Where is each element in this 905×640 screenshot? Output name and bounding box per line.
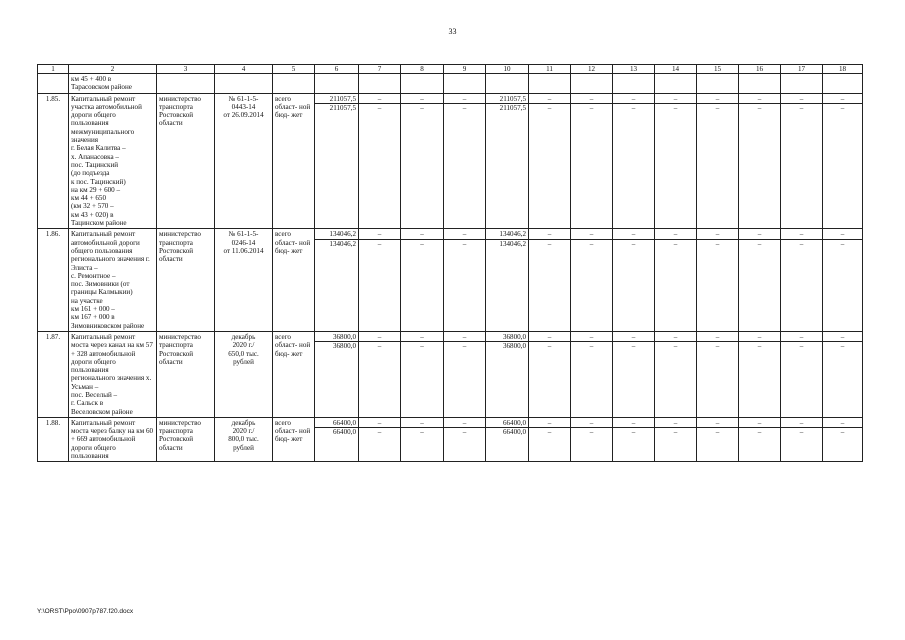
executor: министерство транспорта Ростовской области <box>157 331 215 417</box>
empty-cell <box>486 74 529 94</box>
empty-cell <box>655 74 697 94</box>
amount-regional-budget: 66400,0 <box>486 427 528 436</box>
empty-cell <box>359 74 401 94</box>
amount-total: 66400,0 <box>332 418 356 427</box>
page-number: 33 <box>448 27 457 36</box>
column-number-header: 1 <box>38 65 69 74</box>
amount-cell-col12 <box>571 331 613 417</box>
source-total-label: всего <box>275 418 291 427</box>
amount-total: – <box>631 332 636 341</box>
amount-cell-col18 <box>823 93 863 229</box>
amount-total: – <box>715 332 720 341</box>
column-number-header: 14 <box>655 65 697 74</box>
row-number: 1.86. <box>38 229 69 332</box>
amount-total: – <box>673 230 678 239</box>
amount-total: – <box>420 332 424 341</box>
source-total-label: всего <box>275 332 291 341</box>
amount-regional-budget: – <box>359 103 400 112</box>
amount-cell-col16 <box>739 417 781 461</box>
amount-cell-col13 <box>613 331 655 417</box>
row-number: 1.85. <box>38 93 69 229</box>
source-regional-budget-label: област- ной бюд- жет <box>275 427 311 444</box>
amount-regional-budget: – <box>655 239 696 248</box>
source-regional-budget-label: област- ной бюд- жет <box>275 102 311 120</box>
amount-regional-budget: – <box>655 341 696 350</box>
amount-regional-budget: – <box>401 427 443 436</box>
amount-regional-budget: – <box>613 103 654 112</box>
amount-total: – <box>673 332 678 341</box>
amount-regional-budget: – <box>359 341 400 350</box>
object-name: Капитальный ремонт участка автомобильной дороги общего пользования межмуниципального значения г. Белая Калитва – х. Апанасовка – пос. Тацинский (до подъезда к пос. Тацинский) на км 29 + 600 – км 44 + 650 (км 32 + 570 – км 43 + 020) в Тацинском районе <box>69 93 157 229</box>
column-number-header: 18 <box>823 65 863 74</box>
table-row-continuation <box>38 74 863 94</box>
amount-total: 211057,5 <box>329 94 356 103</box>
amount-cell-col11 <box>529 417 571 461</box>
amount-regional-budget: 211057,5 <box>315 103 358 112</box>
amount-regional-budget: – <box>529 341 570 350</box>
amount-cell-col8 <box>401 93 444 229</box>
column-number-header: 9 <box>444 65 486 74</box>
amount-total: – <box>420 418 424 427</box>
column-number-header: 6 <box>315 65 359 74</box>
amount-regional-budget: – <box>697 239 738 248</box>
object-name: Капитальный ремонт моста через балку на км 60 + 669 автомобильной дороги общего пользования <box>69 417 157 461</box>
amount-total: – <box>589 332 594 341</box>
amount-total: – <box>715 418 720 427</box>
amount-total: – <box>547 418 552 427</box>
amount-regional-budget: – <box>571 427 612 436</box>
amount-regional-budget: – <box>781 239 822 248</box>
amount-cell-col6 <box>315 93 359 229</box>
amount-total: – <box>631 418 636 427</box>
amount-cell-col17 <box>781 417 823 461</box>
amount-total: – <box>673 94 678 103</box>
amount-total: – <box>377 418 382 427</box>
amount-regional-budget: – <box>444 341 485 350</box>
amount-cell-col11 <box>529 229 571 332</box>
column-number-header: 10 <box>486 65 529 74</box>
amount-total: – <box>840 418 845 427</box>
amount-total: 211057,5 <box>499 94 526 103</box>
empty-cell <box>38 74 69 94</box>
amount-cell-col18 <box>823 331 863 417</box>
amount-total: – <box>462 332 467 341</box>
amount-regional-budget: – <box>571 239 612 248</box>
amount-cell-col12 <box>571 417 613 461</box>
amount-regional-budget: 36800,0 <box>315 341 358 350</box>
amount-regional-budget: – <box>359 239 400 248</box>
amount-cell-col16 <box>739 331 781 417</box>
amount-total: – <box>547 230 552 239</box>
object-name: Капитальный ремонт автомобильной дороги общего пользования регионального значения г. Элиста – с. Ремонтное – пос. Зимовники (от границы Калмыкии) на участке км 161 + 000 – км 167 + 000 в Зимовниковском районе <box>69 229 157 332</box>
amount-regional-budget: – <box>444 427 485 436</box>
program-table <box>37 64 863 462</box>
amount-cell-col16 <box>739 229 781 332</box>
funding-source <box>273 417 315 461</box>
amount-cell-col9 <box>444 417 486 461</box>
amount-regional-budget: – <box>739 341 780 350</box>
amount-cell-col13 <box>613 229 655 332</box>
amount-regional-budget: 211057,5 <box>486 103 528 112</box>
amount-regional-budget: – <box>697 103 738 112</box>
column-number-header: 13 <box>613 65 655 74</box>
column-number-header: 11 <box>529 65 571 74</box>
amount-regional-budget: – <box>823 103 862 112</box>
document-reference: № 61-1-5- 0443-14 от 26.09.2014 <box>215 93 273 229</box>
empty-cell <box>739 74 781 94</box>
amount-cell-col14 <box>655 331 697 417</box>
amount-regional-budget: 134046,2 <box>486 239 528 248</box>
amount-cell-col10 <box>486 229 529 332</box>
empty-cell <box>157 74 215 94</box>
amount-regional-budget: – <box>613 239 654 248</box>
empty-cell <box>215 74 273 94</box>
column-number-header: 4 <box>215 65 273 74</box>
amount-cell-col6 <box>315 331 359 417</box>
amount-regional-budget: – <box>781 103 822 112</box>
amount-total: – <box>420 230 424 239</box>
empty-cell <box>315 74 359 94</box>
amount-regional-budget: – <box>444 239 485 248</box>
amount-regional-budget: – <box>739 103 780 112</box>
amount-total: – <box>715 94 720 103</box>
amount-regional-budget: – <box>781 427 822 436</box>
amount-regional-budget: 134046,2 <box>315 239 358 248</box>
amount-cell-col18 <box>823 229 863 332</box>
empty-cell <box>781 74 823 94</box>
column-number-header: 8 <box>401 65 444 74</box>
funding-source <box>273 331 315 417</box>
column-number-header: 12 <box>571 65 613 74</box>
object-name: Капитальный ремонт моста через канал на км 57 + 328 автомобильной дороги общего пользования регионального значения х. Усьман – пос. Веселый – г. Сальск в Веселовском районе <box>69 331 157 417</box>
amount-regional-budget: – <box>401 341 443 350</box>
amount-total: – <box>799 94 804 103</box>
amount-total: 66400,0 <box>502 418 526 427</box>
empty-cell <box>613 74 655 94</box>
amount-cell-col12 <box>571 229 613 332</box>
amount-regional-budget: – <box>529 103 570 112</box>
table-row <box>38 93 863 229</box>
table-row <box>38 417 863 461</box>
amount-cell-col9 <box>444 229 486 332</box>
amount-cell-col10 <box>486 417 529 461</box>
amount-cell-col15 <box>697 229 739 332</box>
amount-cell-col7 <box>359 417 401 461</box>
amount-cell-col12 <box>571 93 613 229</box>
source-regional-budget-label: област- ной бюд- жет <box>275 238 311 255</box>
amount-total: – <box>799 230 804 239</box>
amount-cell-col9 <box>444 331 486 417</box>
amount-cell-col8 <box>401 331 444 417</box>
amount-cell-col15 <box>697 93 739 229</box>
amount-total: 134046,2 <box>329 230 356 239</box>
source-regional-budget-label: област- ной бюд- жет <box>275 341 311 358</box>
amount-cell-col17 <box>781 331 823 417</box>
amount-cell-col8 <box>401 417 444 461</box>
amount-cell-col6 <box>315 229 359 332</box>
amount-regional-budget: – <box>444 103 485 112</box>
amount-regional-budget: – <box>655 103 696 112</box>
amount-regional-budget: – <box>401 239 443 248</box>
source-total-label: всего <box>275 230 291 239</box>
amount-cell-col14 <box>655 229 697 332</box>
amount-regional-budget: – <box>823 341 862 350</box>
funding-source <box>273 229 315 332</box>
source-total-label: всего <box>275 94 291 103</box>
amount-regional-budget: – <box>401 103 443 112</box>
amount-regional-budget: – <box>655 427 696 436</box>
amount-regional-budget: – <box>613 427 654 436</box>
amount-cell-col13 <box>613 93 655 229</box>
amount-total: – <box>757 230 762 239</box>
column-number-header: 3 <box>157 65 215 74</box>
amount-cell-col7 <box>359 229 401 332</box>
amount-total: – <box>462 418 467 427</box>
empty-cell <box>529 74 571 94</box>
executor: министерство транспорта Ростовской области <box>157 229 215 332</box>
amount-regional-budget: – <box>823 427 862 436</box>
amount-total: 134046,2 <box>499 230 526 239</box>
amount-regional-budget: – <box>571 103 612 112</box>
amount-cell-col10 <box>486 331 529 417</box>
amount-total: – <box>547 94 552 103</box>
amount-cell-col16 <box>739 93 781 229</box>
empty-cell <box>273 74 315 94</box>
empty-cell <box>571 74 613 94</box>
amount-total: – <box>462 230 467 239</box>
row-number: 1.87. <box>38 331 69 417</box>
column-number-header: 5 <box>273 65 315 74</box>
continued-object-name: км 45 + 400 в Тарасовском районе <box>69 74 157 94</box>
amount-total: 36800,0 <box>332 332 356 341</box>
amount-cell-col6 <box>315 417 359 461</box>
column-number-header: 7 <box>359 65 401 74</box>
funding-source <box>273 93 315 229</box>
amount-total: – <box>462 94 467 103</box>
amount-total: – <box>840 230 845 239</box>
amount-total: – <box>840 332 845 341</box>
amount-cell-col8 <box>401 229 444 332</box>
amount-cell-col7 <box>359 93 401 229</box>
amount-total: – <box>757 418 762 427</box>
amount-total: – <box>631 230 636 239</box>
amount-total: – <box>589 230 594 239</box>
amount-cell-col10 <box>486 93 529 229</box>
amount-total: – <box>377 230 382 239</box>
table-row <box>38 229 863 332</box>
amount-regional-budget: – <box>739 239 780 248</box>
document-reference: № 61-1-5- 0246-14 от 11.06.2014 <box>215 229 273 332</box>
empty-cell <box>444 74 486 94</box>
amount-total: – <box>840 94 845 103</box>
amount-regional-budget: – <box>739 427 780 436</box>
amount-total: – <box>799 418 804 427</box>
amount-cell-col13 <box>613 417 655 461</box>
amount-regional-budget: – <box>697 427 738 436</box>
file-path: Y:\ORST\Ppo\0907p787.f20.docx <box>37 608 134 615</box>
amount-total: – <box>757 94 762 103</box>
amount-total: – <box>757 332 762 341</box>
amount-total: – <box>715 230 720 239</box>
amount-total: – <box>589 94 594 103</box>
amount-regional-budget: 66400,0 <box>315 427 358 436</box>
table-row <box>38 331 863 417</box>
amount-regional-budget: – <box>781 341 822 350</box>
amount-total: – <box>547 332 552 341</box>
amount-cell-col15 <box>697 417 739 461</box>
amount-cell-col17 <box>781 229 823 332</box>
amount-regional-budget: – <box>823 239 862 248</box>
column-number-header: 15 <box>697 65 739 74</box>
amount-cell-col18 <box>823 417 863 461</box>
amount-total: – <box>589 418 594 427</box>
amount-total: – <box>420 94 424 103</box>
empty-cell <box>697 74 739 94</box>
document-reference: декабрь 2020 г./ 650,0 тыс. рублей <box>215 331 273 417</box>
amount-total: – <box>799 332 804 341</box>
amount-regional-budget: 36800,0 <box>486 341 528 350</box>
column-number-header: 17 <box>781 65 823 74</box>
amount-total: – <box>377 332 382 341</box>
executor: министерство транспорта Ростовской области <box>157 93 215 229</box>
amount-total: – <box>631 94 636 103</box>
amount-cell-col14 <box>655 93 697 229</box>
row-number: 1.88. <box>38 417 69 461</box>
empty-cell <box>823 74 863 94</box>
amount-cell-col9 <box>444 93 486 229</box>
amount-cell-col11 <box>529 93 571 229</box>
amount-cell-col11 <box>529 331 571 417</box>
executor: министерство транспорта Ростовской области <box>157 417 215 461</box>
amount-regional-budget: – <box>529 427 570 436</box>
empty-cell <box>401 74 444 94</box>
amount-regional-budget: – <box>613 341 654 350</box>
amount-regional-budget: – <box>571 341 612 350</box>
amount-total: – <box>377 94 382 103</box>
amount-total: 36800,0 <box>502 332 526 341</box>
amount-cell-col14 <box>655 417 697 461</box>
amount-total: – <box>673 418 678 427</box>
column-number-header: 16 <box>739 65 781 74</box>
document-reference: декабрь 2020 г./ 800,0 тыс. рублей <box>215 417 273 461</box>
amount-cell-col17 <box>781 93 823 229</box>
column-number-row <box>38 65 863 74</box>
column-number-header: 2 <box>69 65 157 74</box>
amount-regional-budget: – <box>697 341 738 350</box>
amount-cell-col7 <box>359 331 401 417</box>
amount-regional-budget: – <box>529 239 570 248</box>
amount-cell-col15 <box>697 331 739 417</box>
amount-regional-budget: – <box>359 427 400 436</box>
